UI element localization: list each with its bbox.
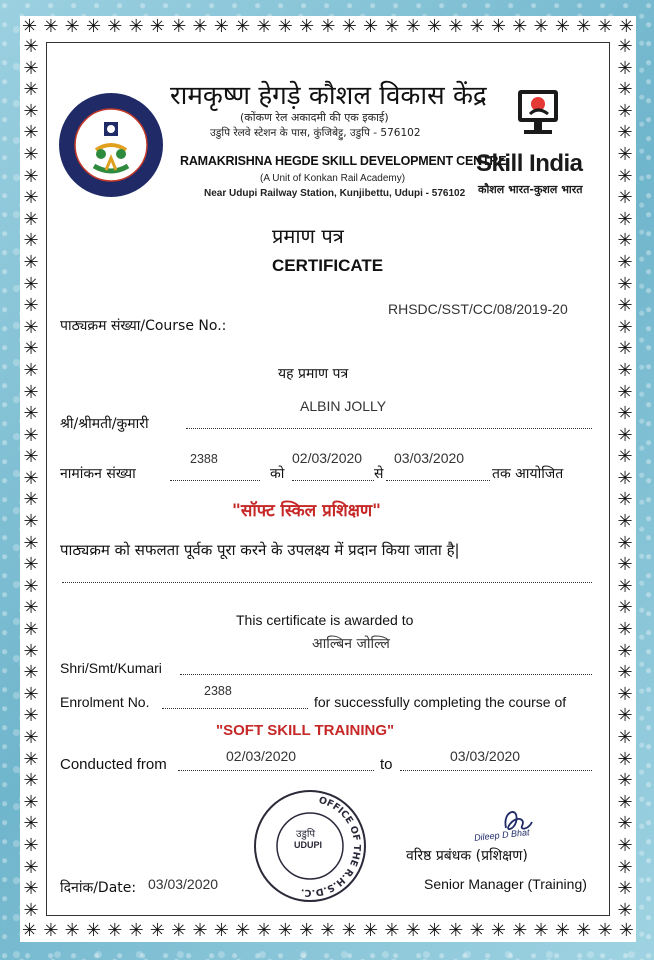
border-star-icon: ✳ — [448, 920, 464, 941]
rhsdc-emblem-icon — [58, 92, 164, 198]
border-star-icon: ✳ — [617, 251, 633, 273]
border-star-icon: ✳ — [617, 187, 633, 209]
border-star-icon: ✳ — [617, 208, 633, 230]
date-value: 03/03/2020 — [148, 876, 219, 892]
border-star-icon: ✳ — [405, 920, 421, 941]
border-star-icon: ✳ — [597, 16, 613, 37]
border-star-icon: ✳ — [23, 187, 39, 209]
border-star-icon: ✳ — [617, 705, 633, 727]
certificate-sheet — [20, 16, 636, 942]
border-star-icon: ✳ — [617, 165, 633, 187]
border-star-icon: ✳ — [617, 791, 633, 813]
signatory-hindi: वरिष्ठ प्रबंधक (प्रशिक्षण) — [406, 848, 528, 864]
header-hindi-sub1: (कोंकण रेल अकादमी की एक इकाई) — [240, 111, 389, 124]
star-border-right — [614, 38, 636, 920]
hindi-name-value: ALBIN JOLLY — [300, 398, 387, 414]
border-star-icon: ✳ — [23, 57, 39, 79]
border-star-icon: ✳ — [23, 143, 39, 165]
border-star-icon: ✳ — [617, 834, 633, 856]
border-star-icon: ✳ — [617, 100, 633, 122]
border-star-icon: ✳ — [23, 424, 39, 446]
english-name-value: आल्बिन जोल्लि — [312, 636, 390, 652]
border-star-icon: ✳ — [617, 230, 633, 252]
border-star-icon: ✳ — [277, 16, 293, 37]
border-star-icon: ✳ — [617, 489, 633, 511]
border-star-icon: ✳ — [23, 165, 39, 187]
border-star-icon: ✳ — [617, 899, 633, 921]
border-star-icon: ✳ — [23, 403, 39, 425]
border-star-icon: ✳ — [149, 920, 165, 941]
hindi-completion: पाठ्यक्रम को सफलता पूर्वक पूरा करने के उपलक्ष्य में प्रदान किया जाता है| — [60, 541, 460, 559]
hindi-enrol-value: 2388 — [190, 452, 218, 466]
skill-india-logo — [510, 84, 570, 146]
border-star-icon: ✳ — [320, 920, 336, 941]
border-star-icon: ✳ — [23, 640, 39, 662]
border-star-icon: ✳ — [256, 16, 272, 37]
hindi-from-word: को — [270, 466, 285, 482]
header-english-sub1: (A Unit of Konkan Rail Academy) — [260, 173, 406, 184]
border-star-icon: ✳ — [107, 920, 123, 941]
border-star-icon: ✳ — [23, 597, 39, 619]
border-star-icon: ✳ — [490, 16, 506, 37]
border-star-icon: ✳ — [23, 899, 39, 921]
header-english-sub2: Near Udupi Railway Station, Kunjibettu, Udupi - 576102 — [204, 188, 466, 199]
border-star-icon: ✳ — [617, 316, 633, 338]
border-star-icon: ✳ — [617, 597, 633, 619]
border-star-icon: ✳ — [85, 16, 102, 37]
border-star-icon: ✳ — [341, 920, 357, 941]
border-star-icon: ✳ — [426, 16, 443, 37]
border-star-icon: ✳ — [23, 770, 39, 792]
border-star-icon: ✳ — [64, 920, 80, 941]
border-star-icon: ✳ — [617, 878, 633, 900]
border-star-icon: ✳ — [617, 532, 633, 554]
border-star-icon: ✳ — [617, 770, 633, 792]
signatory: Senior Manager (Training) — [424, 876, 587, 892]
star-border-top — [20, 16, 636, 38]
border-star-icon: ✳ — [107, 16, 123, 37]
border-star-icon: ✳ — [23, 705, 39, 727]
english-enrol-line — [162, 708, 308, 709]
hindi-from-line — [292, 480, 374, 481]
english-to-word: to — [380, 756, 393, 773]
border-star-icon: ✳ — [213, 16, 229, 37]
border-star-icon: ✳ — [23, 791, 39, 813]
border-star-icon: ✳ — [22, 920, 38, 941]
border-star-icon: ✳ — [617, 662, 633, 684]
border-star-icon: ✳ — [23, 295, 39, 317]
header-hindi-title: रामकृष्ण हेगड़े कौशल विकास केंद्र — [170, 81, 487, 111]
english-completion: for successfully completing the course of — [314, 694, 567, 710]
border-star-icon: ✳ — [618, 920, 634, 941]
border-star-icon: ✳ — [512, 920, 528, 941]
border-star-icon: ✳ — [617, 683, 633, 705]
star-border-left — [20, 38, 42, 920]
course-no-label: पाठ्यक्रम संख्या/Course No.: — [60, 318, 227, 334]
border-star-icon: ✳ — [23, 575, 39, 597]
border-star-icon: ✳ — [617, 295, 633, 317]
english-name-line — [180, 674, 592, 675]
hindi-from-value: 02/03/2020 — [292, 450, 363, 466]
border-star-icon: ✳ — [617, 57, 633, 79]
english-from-value: 02/03/2020 — [226, 748, 297, 764]
border-star-icon: ✳ — [23, 489, 39, 511]
border-star-icon: ✳ — [617, 856, 633, 878]
hindi-name-label: श्री/श्रीमती/कुमारी — [60, 416, 149, 432]
border-star-icon: ✳ — [554, 920, 570, 941]
border-star-icon: ✳ — [469, 920, 485, 941]
border-star-icon: ✳ — [384, 920, 400, 941]
border-star-icon: ✳ — [617, 338, 633, 360]
border-star-icon: ✳ — [617, 36, 633, 57]
border-star-icon: ✳ — [213, 920, 229, 941]
border-star-icon: ✳ — [617, 403, 633, 425]
border-star-icon: ✳ — [617, 79, 633, 101]
border-star-icon: ✳ — [23, 100, 39, 122]
title-hindi: प्रमाण पत्र — [272, 224, 344, 248]
border-star-icon: ✳ — [23, 316, 39, 338]
hindi-to-value: 03/03/2020 — [394, 450, 465, 466]
border-star-icon: ✳ — [617, 640, 633, 662]
header-hindi-sub2: उडुपि रेलवे स्टेशन के पास, कुंजिबेट्टु, उडुपि - 576102 — [210, 127, 421, 139]
border-star-icon: ✳ — [43, 920, 59, 941]
border-star-icon: ✳ — [617, 122, 633, 144]
border-star-icon: ✳ — [617, 748, 633, 770]
course-no-value: RHSDC/SST/CC/08/2019-20 — [388, 301, 568, 317]
border-star-icon: ✳ — [618, 16, 634, 37]
date-label: दिनांक/Date: — [60, 880, 137, 896]
border-star-icon: ✳ — [576, 16, 592, 37]
border-star-icon: ✳ — [597, 920, 613, 941]
border-star-icon: ✳ — [617, 424, 633, 446]
border-star-icon: ✳ — [617, 511, 633, 533]
border-star-icon: ✳ — [23, 683, 39, 705]
english-conducted-label: Conducted from — [60, 756, 167, 773]
english-course-name: "SOFT SKILL TRAINING" — [216, 722, 395, 739]
star-border-bottom — [20, 920, 636, 942]
border-star-icon: ✳ — [23, 532, 39, 554]
border-star-icon: ✳ — [23, 467, 39, 489]
english-enrol-label: Enrolment No. — [60, 694, 150, 710]
rhsdc-logo — [58, 92, 164, 198]
border-star-icon: ✳ — [23, 619, 39, 641]
border-star-icon: ✳ — [23, 727, 39, 748]
border-star-icon: ✳ — [23, 122, 39, 144]
skill-india-hindi-text: कौशल भारत-कुशल भारत — [478, 183, 583, 196]
hindi-enrol-line — [170, 480, 260, 481]
border-star-icon: ✳ — [448, 16, 464, 37]
border-star-icon: ✳ — [617, 143, 633, 165]
border-star-icon: ✳ — [320, 16, 336, 37]
border-star-icon: ✳ — [23, 662, 39, 684]
border-star-icon: ✳ — [533, 16, 549, 37]
header-english-title: RAMAKRISHNA HEGDE SKILL DEVELOPMENT CENTRE — [180, 154, 507, 168]
border-star-icon: ✳ — [363, 16, 379, 37]
signature-name: Dileep D Bhat — [473, 827, 530, 843]
border-star-icon: ✳ — [469, 16, 485, 37]
border-star-icon: ✳ — [617, 467, 633, 489]
hindi-organised: तक आयोजित — [492, 466, 564, 482]
border-star-icon: ✳ — [192, 920, 208, 941]
border-star-icon: ✳ — [85, 920, 102, 941]
border-star-icon: ✳ — [617, 273, 633, 295]
border-star-icon: ✳ — [23, 511, 39, 533]
border-star-icon: ✳ — [299, 16, 315, 37]
border-star-icon: ✳ — [23, 230, 39, 252]
title-english: CERTIFICATE — [272, 256, 384, 275]
seal-udupi: UDUPI — [294, 840, 323, 850]
border-star-icon: ✳ — [299, 920, 315, 941]
border-star-icon: ✳ — [192, 16, 208, 37]
border-star-icon: ✳ — [617, 381, 633, 403]
skill-india-emblem-icon — [510, 84, 570, 146]
border-star-icon: ✳ — [128, 920, 144, 941]
border-star-icon: ✳ — [384, 16, 400, 37]
english-intro: This certificate is awarded to — [236, 612, 414, 628]
border-star-icon: ✳ — [426, 920, 443, 941]
border-star-icon: ✳ — [617, 446, 633, 468]
border-star-icon: ✳ — [23, 856, 39, 878]
border-star-icon: ✳ — [617, 359, 633, 381]
border-star-icon: ✳ — [512, 16, 528, 37]
border-star-icon: ✳ — [490, 920, 506, 941]
border-star-icon: ✳ — [23, 381, 39, 403]
border-star-icon: ✳ — [171, 16, 187, 37]
hindi-to-word: से — [374, 466, 384, 482]
border-star-icon: ✳ — [554, 16, 570, 37]
border-star-icon: ✳ — [23, 446, 39, 468]
border-star-icon: ✳ — [405, 16, 421, 37]
english-from-line — [178, 770, 374, 771]
seal-ring-text: OFFICE OF THE R.H.S.D.C. — [299, 794, 363, 899]
border-star-icon: ✳ — [235, 16, 251, 37]
border-star-icon: ✳ — [576, 920, 592, 941]
border-star-icon: ✳ — [23, 338, 39, 360]
border-star-icon: ✳ — [617, 727, 633, 748]
hindi-blank-line — [62, 582, 592, 583]
hindi-enrol-label: नामांकन संख्या — [60, 466, 136, 482]
border-star-icon: ✳ — [617, 619, 633, 641]
hindi-name-line — [186, 428, 592, 429]
border-star-icon: ✳ — [23, 813, 39, 835]
border-star-icon: ✳ — [23, 273, 39, 295]
english-enrol-value: 2388 — [204, 684, 232, 698]
hindi-intro: यह प्रमाण पत्र — [278, 366, 349, 382]
seal-udupi-hindi: उडुपि — [296, 829, 316, 840]
border-star-icon: ✳ — [23, 359, 39, 381]
border-star-icon: ✳ — [23, 251, 39, 273]
hindi-to-line — [386, 480, 490, 481]
border-star-icon: ✳ — [277, 920, 293, 941]
border-star-icon: ✳ — [64, 16, 80, 37]
border-star-icon: ✳ — [23, 36, 39, 57]
border-star-icon: ✳ — [22, 16, 38, 37]
hindi-course-name: "सॉफ्ट स्किल प्रशिक्षण" — [232, 501, 382, 521]
border-star-icon: ✳ — [171, 920, 187, 941]
english-name-label: Shri/Smt/Kumari — [60, 660, 162, 676]
border-star-icon: ✳ — [149, 16, 165, 37]
border-star-icon: ✳ — [23, 878, 39, 900]
border-star-icon: ✳ — [128, 16, 144, 37]
border-star-icon: ✳ — [256, 920, 272, 941]
english-to-line — [400, 770, 592, 771]
border-star-icon: ✳ — [533, 920, 549, 941]
skill-india-text: Skill India — [476, 150, 583, 177]
border-star-icon: ✳ — [617, 813, 633, 835]
border-star-icon: ✳ — [23, 208, 39, 230]
border-star-icon: ✳ — [235, 920, 251, 941]
border-star-icon: ✳ — [23, 79, 39, 101]
border-star-icon: ✳ — [23, 748, 39, 770]
english-to-value: 03/03/2020 — [450, 748, 521, 764]
border-star-icon: ✳ — [341, 16, 357, 37]
border-star-icon: ✳ — [363, 920, 379, 941]
border-star-icon: ✳ — [23, 554, 39, 576]
border-star-icon: ✳ — [617, 554, 633, 576]
border-star-icon: ✳ — [43, 16, 59, 37]
border-star-icon: ✳ — [617, 575, 633, 597]
border-star-icon: ✳ — [23, 834, 39, 856]
